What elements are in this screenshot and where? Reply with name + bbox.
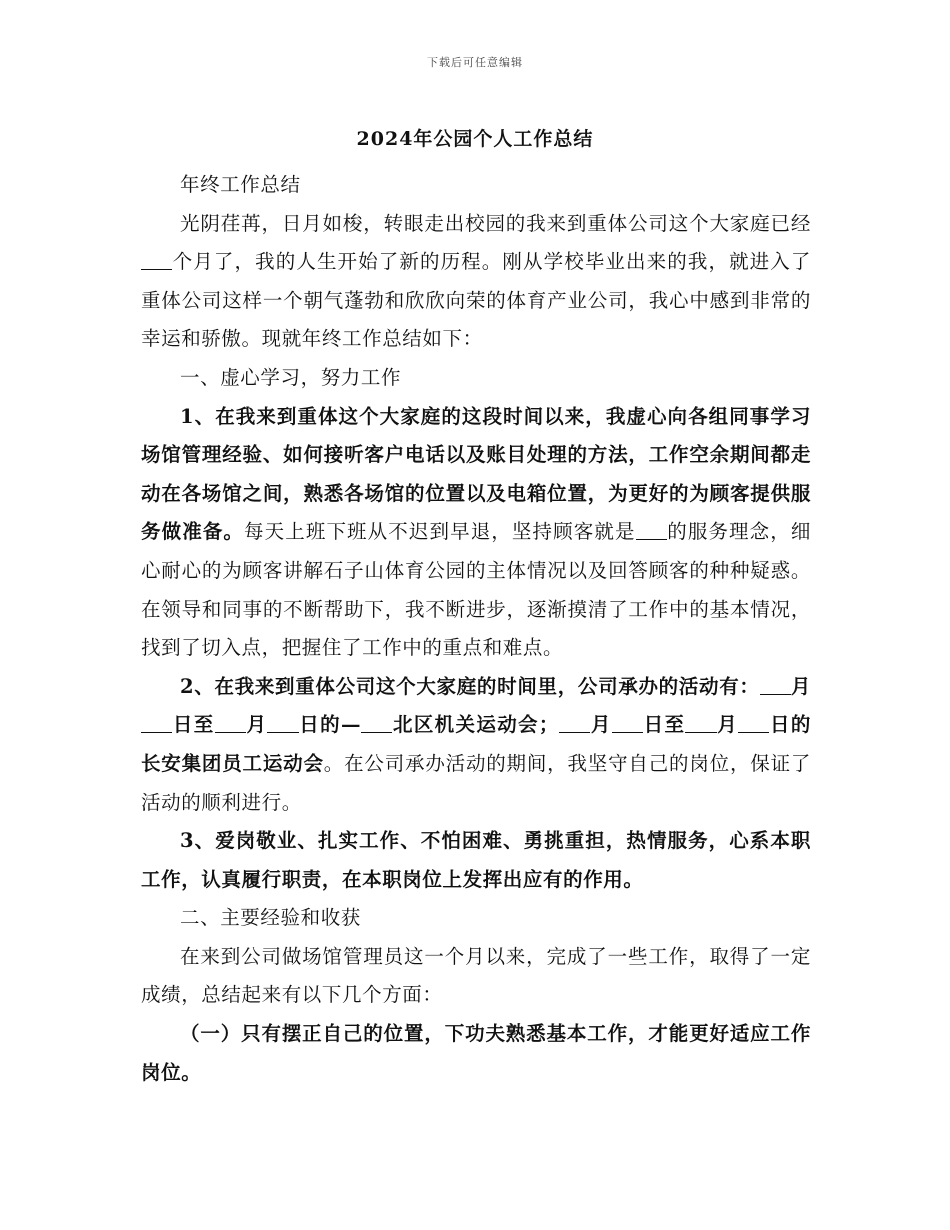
event1-label: 北区机关运动会；: [392, 713, 559, 737]
day-to-label: 日至: [172, 713, 215, 737]
header-note: 下载后可任意编辑: [427, 56, 523, 69]
month-label: 月: [590, 713, 612, 737]
intro-paragraph: [141, 205, 811, 359]
item2-text-end: 。在公司承办活动的期间，我坚守自己的岗位，保证了活动的顺利进行。: [141, 751, 811, 814]
item2-bold-text: 2、在我来到重体公司这个大家庭的时间里，公司承办的活动有：: [180, 674, 760, 698]
fill-blank: [267, 713, 298, 734]
month-label: 月: [790, 674, 812, 698]
fill-blank: [738, 713, 769, 734]
fill-blank: [215, 713, 246, 734]
section2-intro: 在来到公司做场馆管理员这一个月以来，完成了一些工作，取得了一定成绩，总结起来有以下几个方面：: [141, 944, 811, 1007]
fill-blank: [141, 250, 172, 271]
item1-text-2: 的服务理念，细心耐心的为顾客讲解石子山体育公园的主体情况以及回答顾客的种种疑惑。在领导和同事的不断帮助下，我不断进步，逐渐摸清了工作中的基本情况，找到了切入点，把握住了工作中的重点和难点。: [141, 520, 811, 660]
fill-blank: [760, 674, 791, 695]
item1-text-1: 每天上班下班从不迟到早退，坚持顾客就是: [244, 520, 636, 544]
item1-paragraph: [141, 398, 811, 668]
month-label: 月: [716, 713, 739, 737]
fill-blank: [612, 713, 643, 734]
item1-bold-text: 1、在我来到重体这个大家庭的这段时间以来，我虚心向各组同事学习场馆管理经验、如何接听客户电话以及账目处理的方法，工作空余期间都走动在各场馆之间，熟悉各场馆的位置以及电箱位置，为更好的为顾客提供服务做准备。: [141, 404, 811, 544]
day-to-label: 日至: [642, 713, 686, 737]
day-of-label: 日的—: [298, 713, 362, 737]
fill-blank: [559, 713, 590, 734]
item2-paragraph: [141, 668, 811, 822]
section2-heading: 二、主要经验和收获: [180, 906, 361, 930]
fill-blank: [685, 713, 716, 734]
document-title: 2024年公园个人工作总结: [356, 128, 594, 150]
fill-blank: [636, 520, 667, 541]
section1-heading: 一、虚心学习，努力工作: [180, 365, 402, 389]
document-body: [141, 166, 811, 1092]
item3-paragraph: 3、爱岗敬业、扎实工作、不怕困难、勇挑重担，热情服务，心系本职工作，认真履行职责，在本职岗位上发挥出应有的作用。: [141, 829, 811, 891]
month-label: 月: [245, 713, 268, 737]
intro-text-1: 光阴荏苒，日月如梭，转眼走出校园的我来到重体公司这个大家庭已经: [180, 211, 811, 235]
intro-text-2: 个月了，我的人生开始了新的历程。刚从学校毕业出来的我，就进入了重体公司这样一个朝气蓬勃和欣欣向荣的体育产业公司，我心中感到非常的幸运和骄傲。现就年终工作总结如下：: [141, 250, 811, 351]
fill-blank: [141, 713, 172, 734]
section2-item1: （一）只有摆正自己的位置，下功夫熟悉基本工作，才能更好适应工作岗位。: [141, 1022, 811, 1084]
subtitle: 年终工作总结: [180, 173, 301, 196]
fill-blank: [361, 713, 392, 734]
event2-label: 日的长安集团员工运动会: [141, 713, 811, 775]
